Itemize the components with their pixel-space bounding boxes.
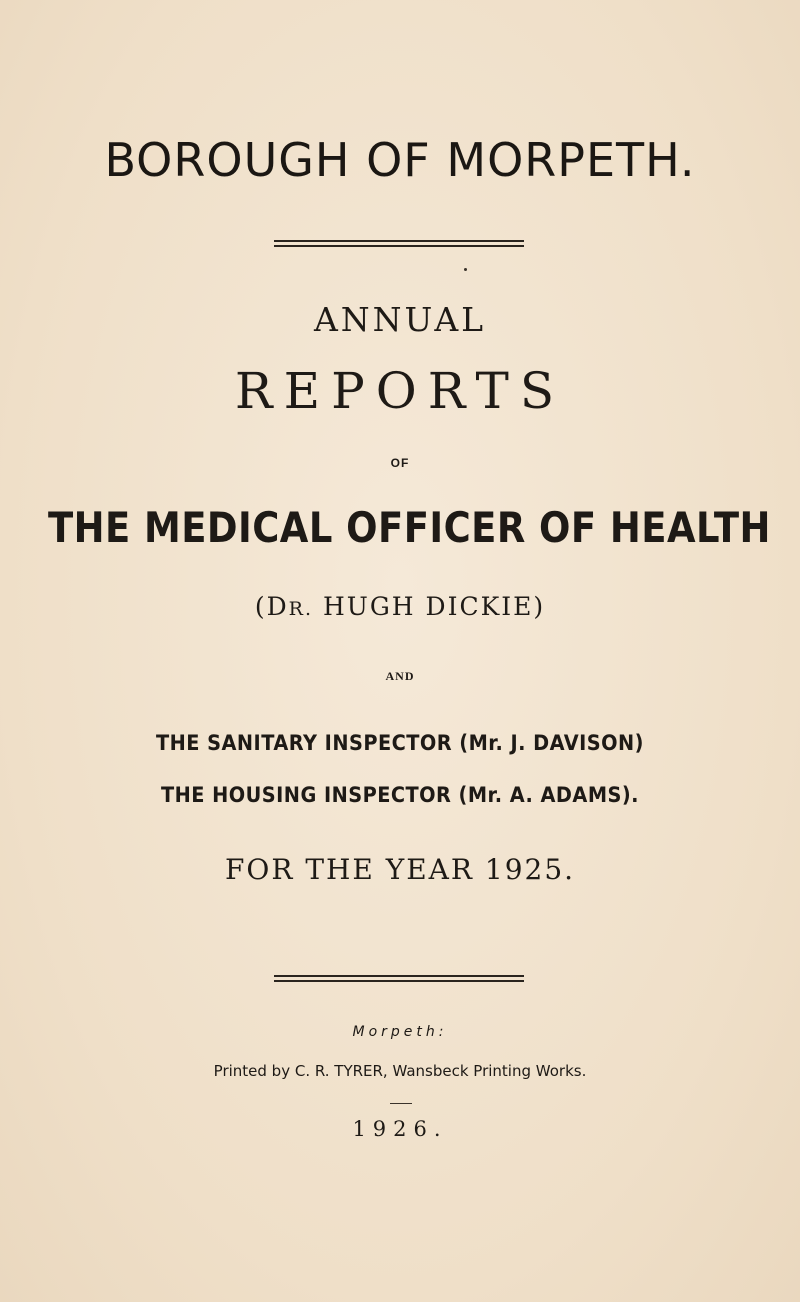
medical-officer-heading: THE MEDICAL OFFICER OF HEALTH [48,503,771,552]
imprint-place: Morpeth: [352,1024,448,1040]
imprint-dash [390,1103,412,1104]
ornament-dot [464,268,467,271]
double-rule-bottom [274,975,524,982]
doctor-title-initial: D [266,592,289,621]
report-year: FOR THE YEAR 1925. [224,853,576,886]
and-connector: AND [385,669,415,683]
reports-heading: REPORTS [234,362,566,420]
doctor-open-paren: ( [254,592,267,621]
imprint-printer: Printed by C. R. TYRER, Wansbeck Printing Works. [213,1062,587,1080]
sanitary-inspector-line: THE SANITARY INSPECTOR (Mr. J. DAVISON) [156,731,644,755]
imprint-date: 1926. [352,1117,448,1141]
doctor-name [0,592,800,621]
annual-heading: ANNUAL [313,300,487,339]
double-rule-top [274,240,524,247]
doctor-title-rest: R. [288,598,314,620]
housing-inspector-line: THE HOUSING INSPECTOR (Mr. A. ADAMS). [161,783,639,807]
borough-heading: BOROUGH OF MORPETH. [104,133,696,187]
of-connector: OF [390,456,410,470]
doctor-surname: HUGH DICKIE) [313,592,546,621]
